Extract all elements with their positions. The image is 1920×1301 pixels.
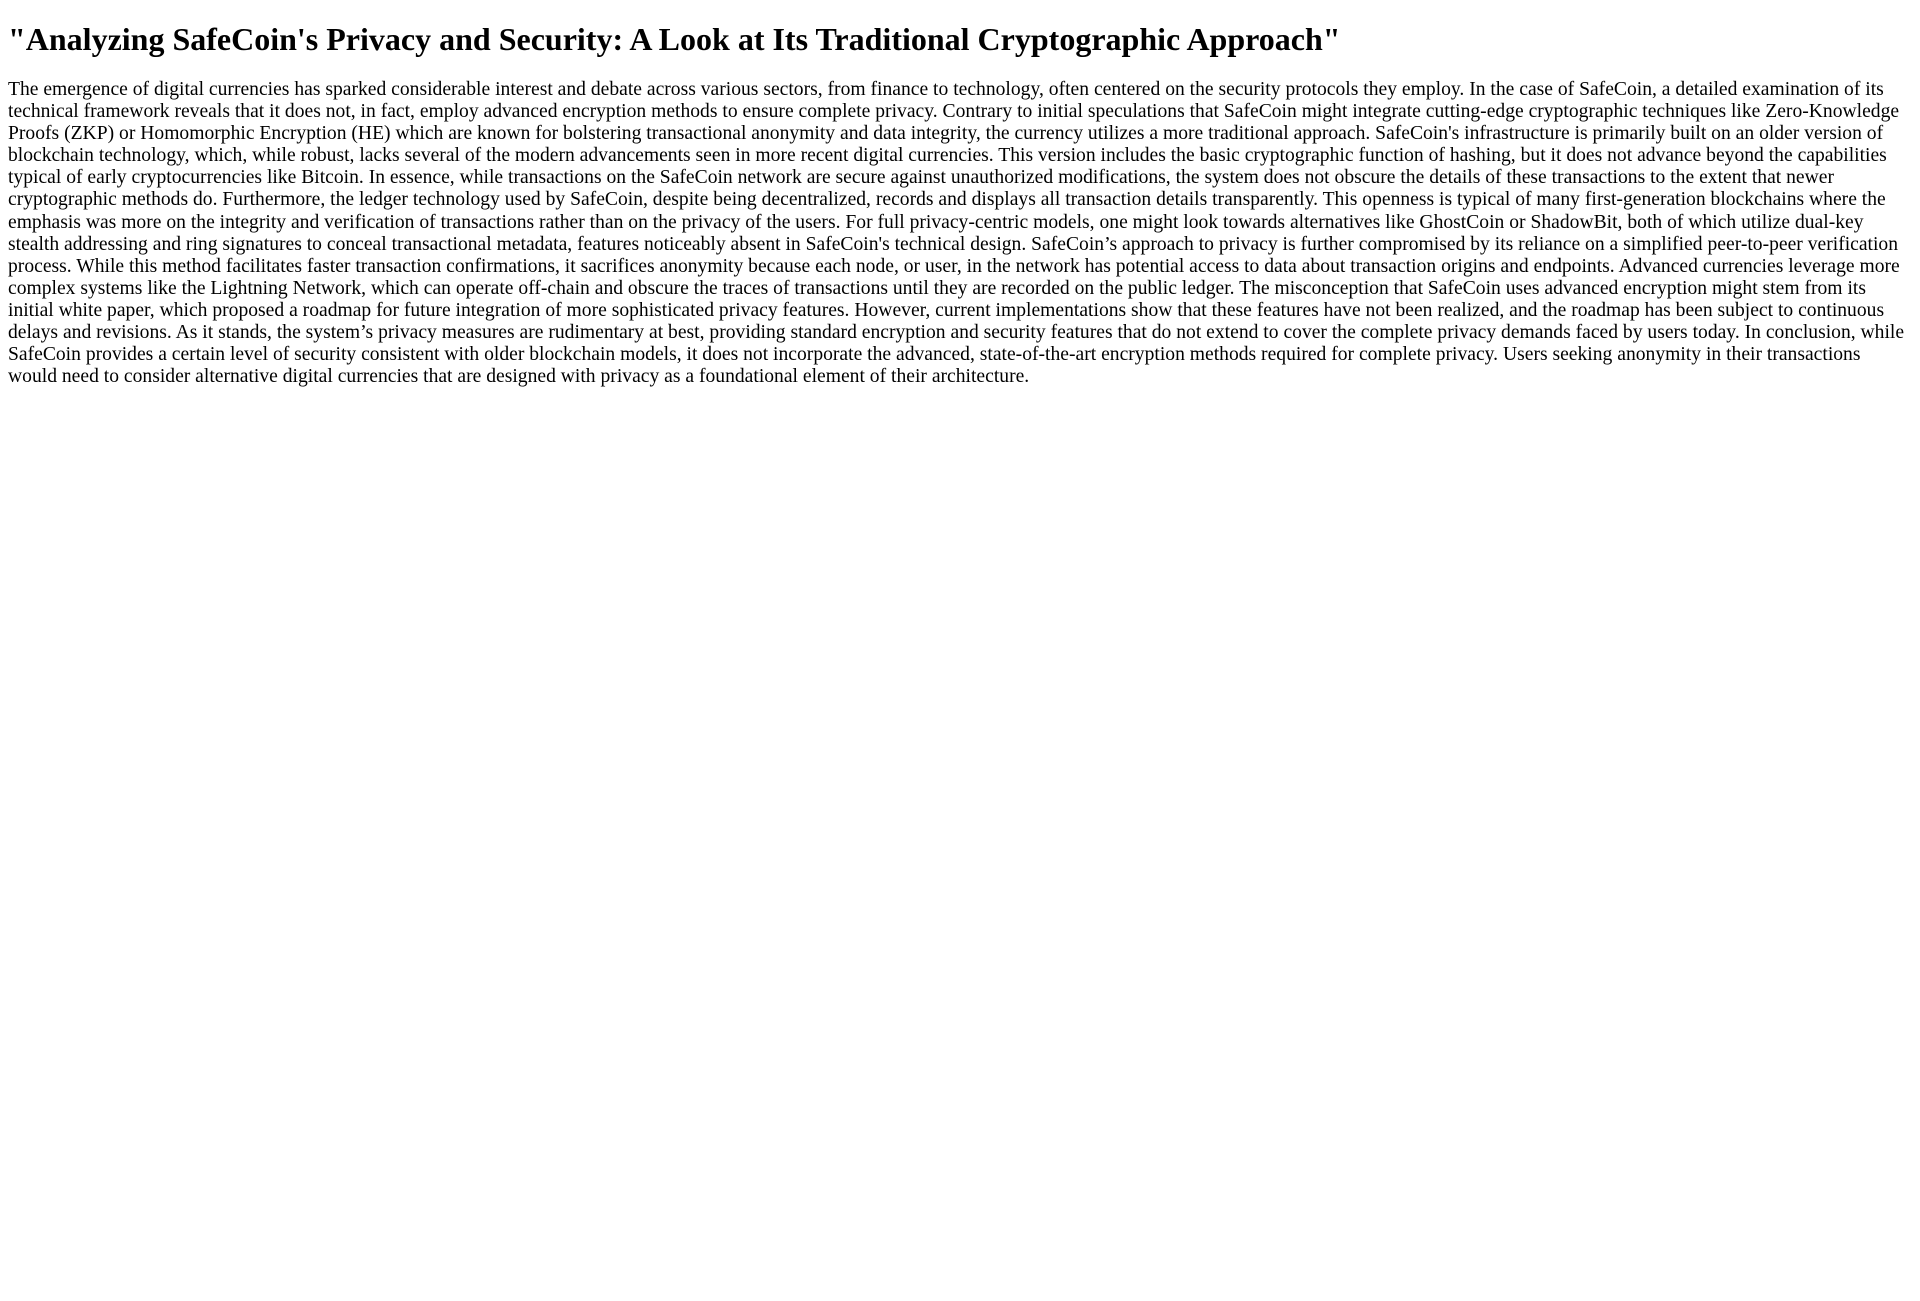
article-body: The emergence of digital currencies has sparked considerable interest and debate across various sectors, from finance to technology, often centered on the security protocols they employ. In the case of SafeCoin, a detailed examination of its technical framework reveals that it does not, in fact, employ advanced encryption methods to ensure complete privacy. Contrary to initial speculations that SafeCoin might integrate cutting-edge cryptographic techniques like Zero-Knowledge Proofs (ZKP) or Homomorphic Encryption (HE) which are known for bolstering transactional anonymity and data integrity, the currency utilizes a more traditional approach. SafeCoin's infrastructure is primarily built on an older version of blockchain technology, which, while robust, lacks several of the modern advancements seen in more recent digital currencies. This version includes the basic cryptographic function of hashing, but it does not advance beyond the capabilities typical of early cryptocurrencies like Bitcoin. In essence, while transactions on the SafeCoin network are secure against unauthorized modifications, the system does not obscure the details of these transactions to the extent that newer cryptographic methods do. Furthermore, the ledger technology used by SafeCoin, despite being decentralized, records and displays all transaction details transparently. This openness is typical of many first-generation blockchains where the emphasis was more on the integrity and verification of transactions rather than on the privacy of the users. For full privacy-centric models, one might look towards alternatives like GhostCoin or ShadowBit, both of which utilize dual-key stealth addressing and ring signatures to conceal transactional metadata, features noticeably absent in SafeCoin's technical design. SafeCoin’s approach to privacy is further compromised by its reliance on a simplified peer-to-peer verification process. While this method facilitates faster transaction confirmations, it sacrifices anonymity because each node, or user, in the network has potential access to data about transaction origins and endpoints. Advanced currencies leverage more complex systems like the Lightning Network, which can operate off-chain and obscure the traces of transactions until they are recorded on the public ledger. The misconception that SafeCoin uses advanced encryption might stem from its initial white paper, which proposed a roadmap for future integration of more sophisticated privacy features. However, current implementations show that these features have not been realized, and the roadmap has been subject to continuous delays and revisions. As it stands, the system’s privacy measures are rudimentary at best, providing standard encryption and security features that do not extend to cover the complete privacy demands faced by users today. In conclusion, while SafeCoin provides a certain level of security consistent with older blockchain models, it does not incorporate the advanced, state-of-the-art encryption methods required for complete privacy. Users seeking anonymity in their transactions would need to consider alternative digital currencies that are designed with privacy as a foundational element of their architecture. [8,79,1905,388]
page-title: "Analyzing SafeCoin's Privacy and Security: A Look at Its Traditional Cryptographic Approach" [8,21,1341,57]
